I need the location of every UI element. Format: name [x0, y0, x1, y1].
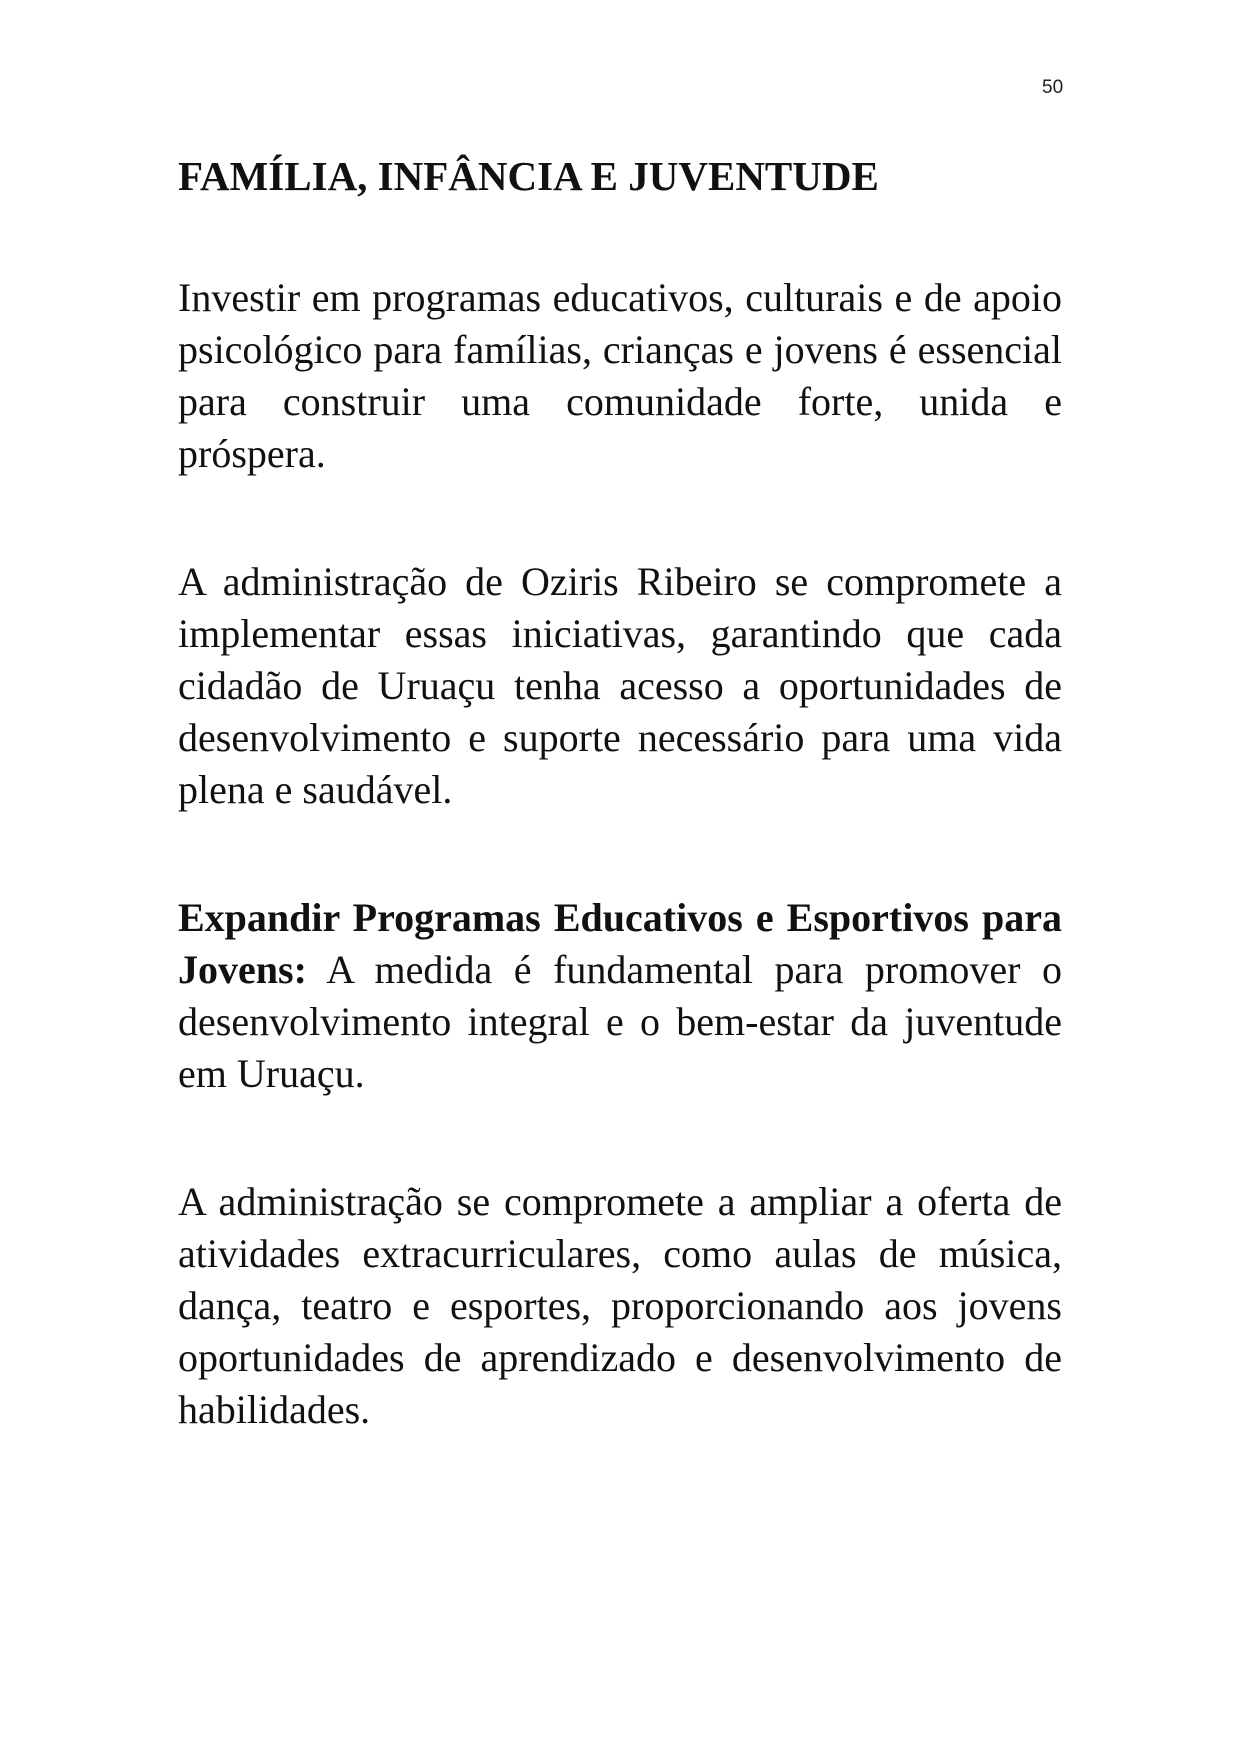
paragraph-intro	[178, 272, 1062, 480]
section-title: FAMÍLIA, INFÂNCIA E JUVENTUDE	[178, 153, 879, 199]
paragraph-lead: Expandir Programas Educativos e Esportivos para Jovens:	[178, 895, 1062, 992]
paragraph-text: A administração se compromete a ampliar a oferta de atividades extracurriculares, como aulas de música, dança, teatro e esportes, proporcionando aos jovens oportunidades de aprendizado e desenvolvimento de habilidades.	[178, 1179, 1062, 1432]
paragraph-text: A medida é fundamental para promover o desenvolvimento integral e o bem-estar da juventude em Uruaçu.	[178, 947, 1062, 1096]
page-number: 50	[1042, 77, 1064, 98]
paragraph-commitment	[178, 556, 1062, 816]
paragraph-youth-programs	[178, 892, 1062, 1100]
paragraph-text: Investir em programas educativos, culturais e de apoio psicológico para famílias, crianças e jovens é essencial para construir uma comunidade forte, unida e próspera.	[178, 275, 1062, 476]
paragraph-activities	[178, 1176, 1062, 1436]
paragraph-text: A administração de Oziris Ribeiro se compromete a implementar essas iniciativas, garantindo que cada cidadão de Uruaçu tenha acesso a oportunidades de desenvolvimento e suporte necessário para uma vida plena e saudável.	[178, 559, 1062, 812]
page-content	[178, 150, 1062, 1512]
